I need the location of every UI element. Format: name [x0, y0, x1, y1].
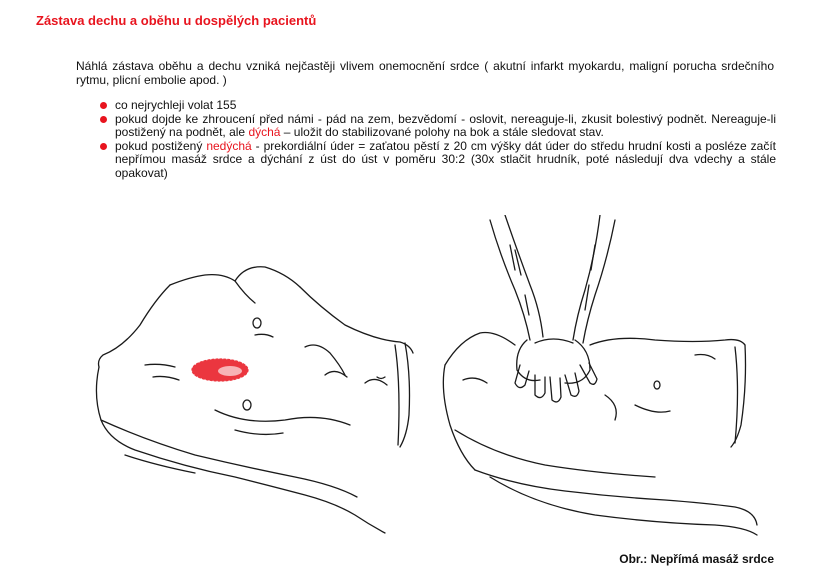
list-item — [100, 140, 776, 181]
list-item-text-pre: pokud postižený — [115, 138, 207, 153]
cpr-illustration — [95, 215, 760, 550]
list-item-text-pre: pokud dojde ke zhroucení před námi - pád na zem, bezvědomí - oslovit, nereaguje-li, zkusit bolestivý podnět. Nereaguje-li postižený na podnět, ale — [115, 111, 776, 139]
figure-caption: Obr.: Nepřímá masáž srdce — [619, 552, 774, 566]
list-item — [100, 99, 776, 113]
bullet-dot-icon — [100, 102, 107, 109]
intro-paragraph: Náhlá zástava oběhu a dechu vzniká nejčastěji vlivem onemocnění srdce ( akutní infarkt myokardu, maligní porucha srdečního rytmu, plicní embolie apod. ) — [76, 59, 774, 87]
list-item-text: co nejrychleji volat 155 — [115, 98, 237, 112]
bullet-dot-icon — [100, 143, 107, 150]
chest-compression-point-illustration — [96, 267, 413, 533]
bullet-dot-icon — [100, 116, 107, 123]
list-item — [100, 113, 776, 140]
list-item-text-post: – uložit do stabilizované polohy na bok a stále sledovat stav. — [280, 125, 604, 139]
highlight-word: dýchá — [248, 125, 281, 139]
hands-chest-compression-illustration — [443, 215, 757, 535]
page-title: Zástava dechu a oběhu u dospělých pacientů — [36, 13, 317, 28]
instruction-list — [100, 99, 776, 180]
list-item-text-post: - prekordiální úder = zaťatou pěstí z 20 cm výšky dát úder do středu hrudní kosti a posléze začít nepřímou masáž srdce a dýchání z úst do úst v poměru 30:2 (30x stlačit hrudník, poté následují dva vdechy a stále opakovat) — [115, 138, 776, 180]
highlight-word: nedýchá — [206, 138, 252, 153]
